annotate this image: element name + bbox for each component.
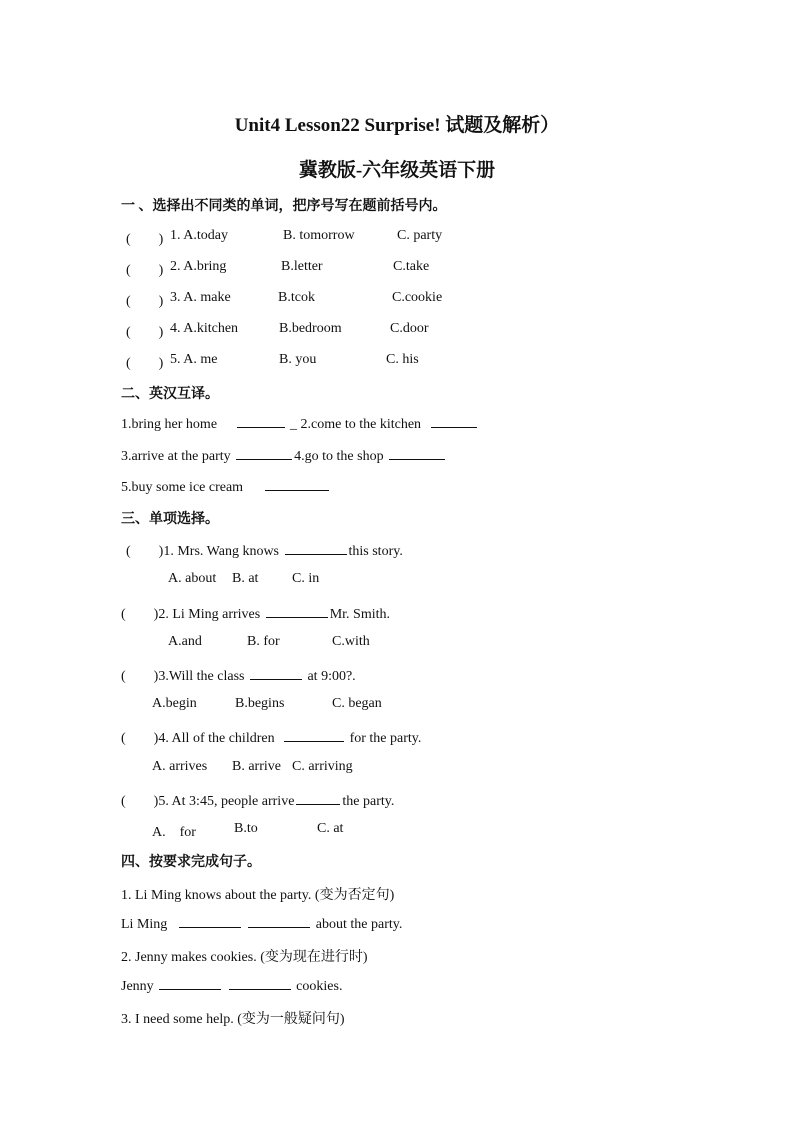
question-text: at 9:00?. bbox=[307, 669, 356, 684]
option-a: A. arrives bbox=[152, 759, 208, 774]
question-text: Mr. Smith. bbox=[329, 607, 390, 622]
mc-question bbox=[121, 603, 390, 623]
answer-text: Li Ming bbox=[121, 917, 168, 932]
answer-paren: ( ) bbox=[126, 294, 164, 309]
question-text: for the party. bbox=[349, 731, 422, 746]
answer-blank[interactable] bbox=[229, 977, 291, 990]
option-a: 3. A. make bbox=[170, 290, 231, 305]
option-b: B. arrive bbox=[232, 759, 281, 774]
option-a: 5. A. me bbox=[170, 352, 218, 367]
option-b: B.begins bbox=[235, 696, 285, 711]
question-text: 4. All of the children bbox=[158, 731, 275, 746]
question-text: 1. Mrs. Wang knows bbox=[163, 544, 279, 559]
answer-text: Jenny bbox=[121, 979, 154, 994]
option-a: 4. A.kitchen bbox=[170, 321, 239, 336]
answer-paren: ( ) bbox=[126, 232, 164, 247]
option-c: C.with bbox=[332, 634, 370, 649]
blank-mark: _ bbox=[290, 417, 298, 432]
option-c: C.cookie bbox=[392, 290, 443, 305]
document-title: Unit4 Lesson22 Surprise! 试题及解析） bbox=[234, 115, 560, 136]
answer-blank[interactable] bbox=[296, 792, 340, 805]
answer-paren: ( ) bbox=[121, 669, 159, 684]
answer-blank[interactable] bbox=[389, 447, 445, 460]
sentence: 1. Li Ming knows about the party. (变为否定句) bbox=[121, 888, 395, 903]
option-c: C. his bbox=[386, 352, 419, 367]
phrase: 1.bring her home bbox=[121, 417, 218, 432]
sentence: 3. I need some help. (变为一般疑问句) bbox=[121, 1012, 345, 1027]
phrase: 2.come to the kitchen bbox=[300, 417, 422, 432]
section1-heading: 一 、选择出不同类的单词，把序号写在题前括号内。 bbox=[121, 199, 447, 214]
option-b: B. at bbox=[232, 571, 259, 586]
option-c: C. began bbox=[332, 696, 382, 711]
mc-question bbox=[121, 665, 356, 685]
option-b: B. you bbox=[279, 352, 317, 367]
answer-blank[interactable] bbox=[431, 415, 477, 428]
answer-blank[interactable] bbox=[285, 542, 347, 555]
question-text: the party. bbox=[342, 794, 395, 809]
answer-blank[interactable] bbox=[248, 915, 310, 928]
section3-heading: 三、单项选择。 bbox=[121, 512, 219, 527]
answer-paren: ( ) bbox=[121, 607, 159, 622]
sentence: 2. Jenny makes cookies. (变为现在进行时) bbox=[121, 950, 368, 965]
translation-line bbox=[121, 478, 331, 496]
option-b: B. for bbox=[247, 634, 280, 649]
translation-line bbox=[121, 447, 447, 465]
answer-text: cookies. bbox=[296, 979, 343, 994]
answer-blank[interactable] bbox=[179, 915, 241, 928]
option-a: A. about bbox=[168, 571, 217, 586]
phrase: 5.buy some ice cream bbox=[121, 480, 244, 495]
option-b: B.to bbox=[234, 821, 258, 836]
document-subtitle: 冀教版-六年级英语下册 bbox=[298, 160, 496, 181]
answer-paren: ( ) bbox=[126, 544, 164, 559]
answer-text: about the party. bbox=[315, 917, 403, 932]
answer-line bbox=[121, 915, 402, 933]
answer-paren: ( ) bbox=[126, 263, 164, 278]
option-b: B.tcok bbox=[278, 290, 315, 305]
option-c: C.take bbox=[393, 259, 430, 274]
option-c: C. in bbox=[292, 571, 320, 586]
phrase: 4.go to the shop bbox=[294, 449, 384, 464]
answer-blank[interactable] bbox=[265, 478, 329, 491]
answer-line bbox=[121, 977, 342, 995]
option-b: B.letter bbox=[281, 259, 323, 274]
option-b: B.bedroom bbox=[279, 321, 342, 336]
question-text: this story. bbox=[348, 544, 403, 559]
answer-blank[interactable] bbox=[237, 415, 285, 428]
question-text: 3.Will the class bbox=[158, 669, 245, 684]
answer-blank[interactable] bbox=[266, 605, 328, 618]
answer-blank[interactable] bbox=[159, 977, 221, 990]
mc-question bbox=[121, 790, 394, 810]
option-a: 2. A.bring bbox=[170, 259, 227, 274]
option-b: B. tomorrow bbox=[283, 228, 355, 243]
mc-question bbox=[126, 540, 403, 560]
option-a: 1. A.today bbox=[170, 228, 228, 243]
option-c: C. party bbox=[397, 228, 443, 243]
option-a: A. for bbox=[152, 825, 196, 840]
answer-paren: ( ) bbox=[121, 731, 159, 746]
translation-line bbox=[121, 415, 479, 433]
answer-blank[interactable] bbox=[284, 729, 344, 742]
mc-question bbox=[121, 727, 421, 747]
option-a: A.begin bbox=[152, 696, 197, 711]
question-text: 5. At 3:45, people arrive bbox=[158, 794, 295, 809]
option-c: C. arriving bbox=[292, 759, 353, 774]
answer-blank[interactable] bbox=[236, 447, 292, 460]
answer-paren: ( ) bbox=[121, 794, 159, 809]
option-a: A.and bbox=[168, 634, 202, 649]
phrase: 3.arrive at the party bbox=[121, 449, 231, 464]
question-text: 2. Li Ming arrives bbox=[158, 607, 261, 622]
answer-paren: ( ) bbox=[126, 325, 164, 340]
section2-heading: 二、英汉互译。 bbox=[121, 387, 219, 402]
answer-blank[interactable] bbox=[250, 667, 302, 680]
section4-heading: 四、按要求完成句子。 bbox=[121, 855, 261, 870]
option-c: C. at bbox=[317, 821, 344, 836]
answer-paren: ( ) bbox=[126, 356, 164, 371]
option-c: C.door bbox=[390, 321, 429, 336]
